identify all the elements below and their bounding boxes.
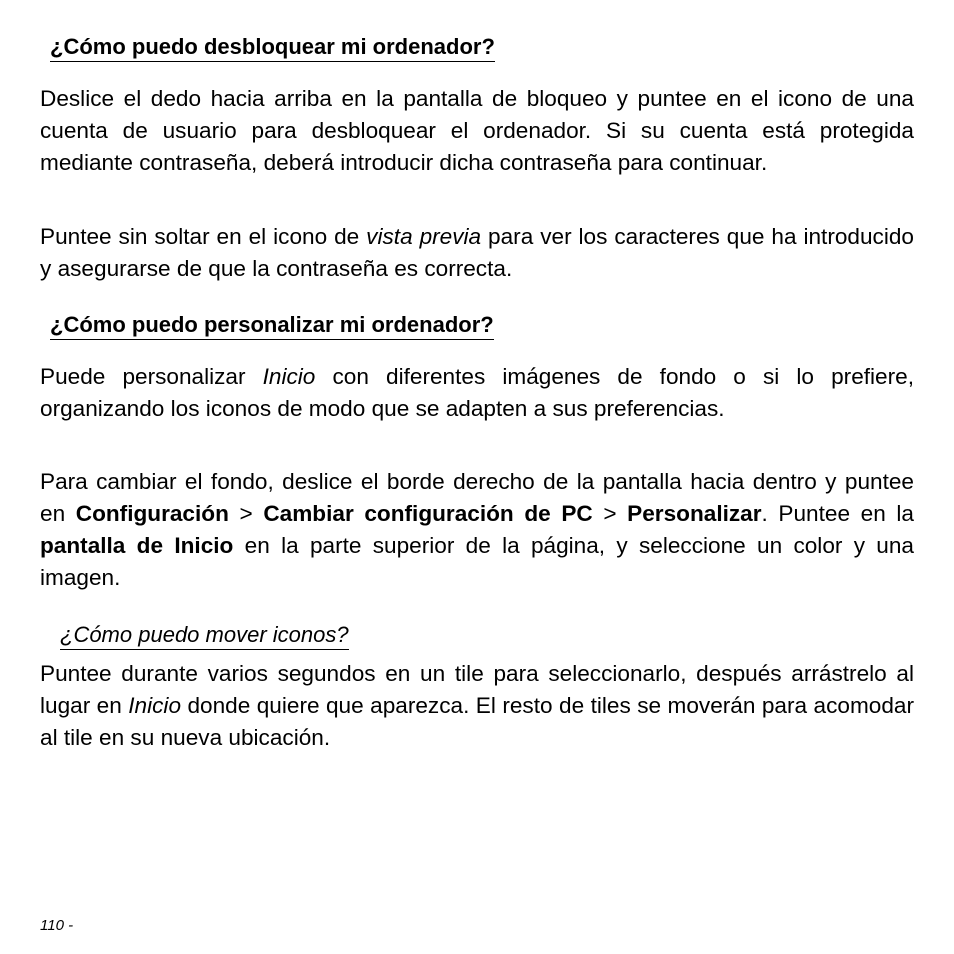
- text-run: Puntee durante varios segundos en un tile para seleccionarlo, después arrástrelo al lugar en: [40, 661, 914, 718]
- paragraph-personalize-2: [40, 466, 914, 594]
- section-heading-unlock: ¿Cómo puedo desbloquear mi ordenador?: [50, 34, 495, 62]
- text-run: Puntee sin soltar en el icono de: [40, 224, 367, 249]
- path-separator: >: [592, 501, 628, 526]
- italic-term-inicio: Inicio: [262, 364, 316, 389]
- paragraph-personalize-1: [40, 361, 914, 425]
- page-number: 110 -: [40, 917, 74, 934]
- text-run: para ver los caracteres que ha introducido y asegurarse de que la contraseña es correcta.: [40, 224, 914, 281]
- bold-term-pantalla-inicio: pantalla de Inicio: [40, 533, 234, 558]
- bold-term-personalizar: Personalizar: [627, 501, 762, 526]
- bold-term-configuracion: Configuración: [75, 501, 229, 526]
- text-run: Para cambiar el fondo, deslice el borde derecho de la pantalla hacia dentro y puntee en: [40, 469, 914, 526]
- path-separator: >: [228, 501, 264, 526]
- bold-term-cambiar-configuracion: Cambiar configuración de PC: [263, 501, 593, 526]
- subsection-heading-move-icons: ¿Cómo puedo mover iconos?: [60, 622, 349, 650]
- paragraph-unlock-1: Deslice el dedo hacia arriba en la pantalla de bloqueo y puntee en el icono de una cuenta de usuario para desbloquear el ordenador. Si su cuenta está protegida mediante contraseña, deberá introducir dicha contraseña para continuar.: [40, 86, 914, 175]
- section-heading-personalize: ¿Cómo puedo personalizar mi ordenador?: [50, 312, 494, 340]
- text-run: Puede personalizar: [40, 364, 263, 389]
- paragraph-unlock-2: [40, 221, 914, 285]
- text-run: en la parte superior de la página, y seleccione un color y una imagen.: [40, 533, 914, 590]
- italic-term-inicio: Inicio: [128, 693, 182, 718]
- paragraph-move-icons: [40, 658, 914, 754]
- text-run: donde quiere que aparezca. El resto de tiles se moverán para acomodar al tile en su nueva ubicación.: [40, 693, 914, 750]
- italic-term-vista-previa: vista previa: [366, 224, 482, 249]
- text-run: . Puntee en la: [761, 501, 914, 526]
- text-run: con diferentes imágenes de fondo o si lo prefiere, organizando los iconos de modo que se adapten a sus preferencias.: [40, 364, 914, 421]
